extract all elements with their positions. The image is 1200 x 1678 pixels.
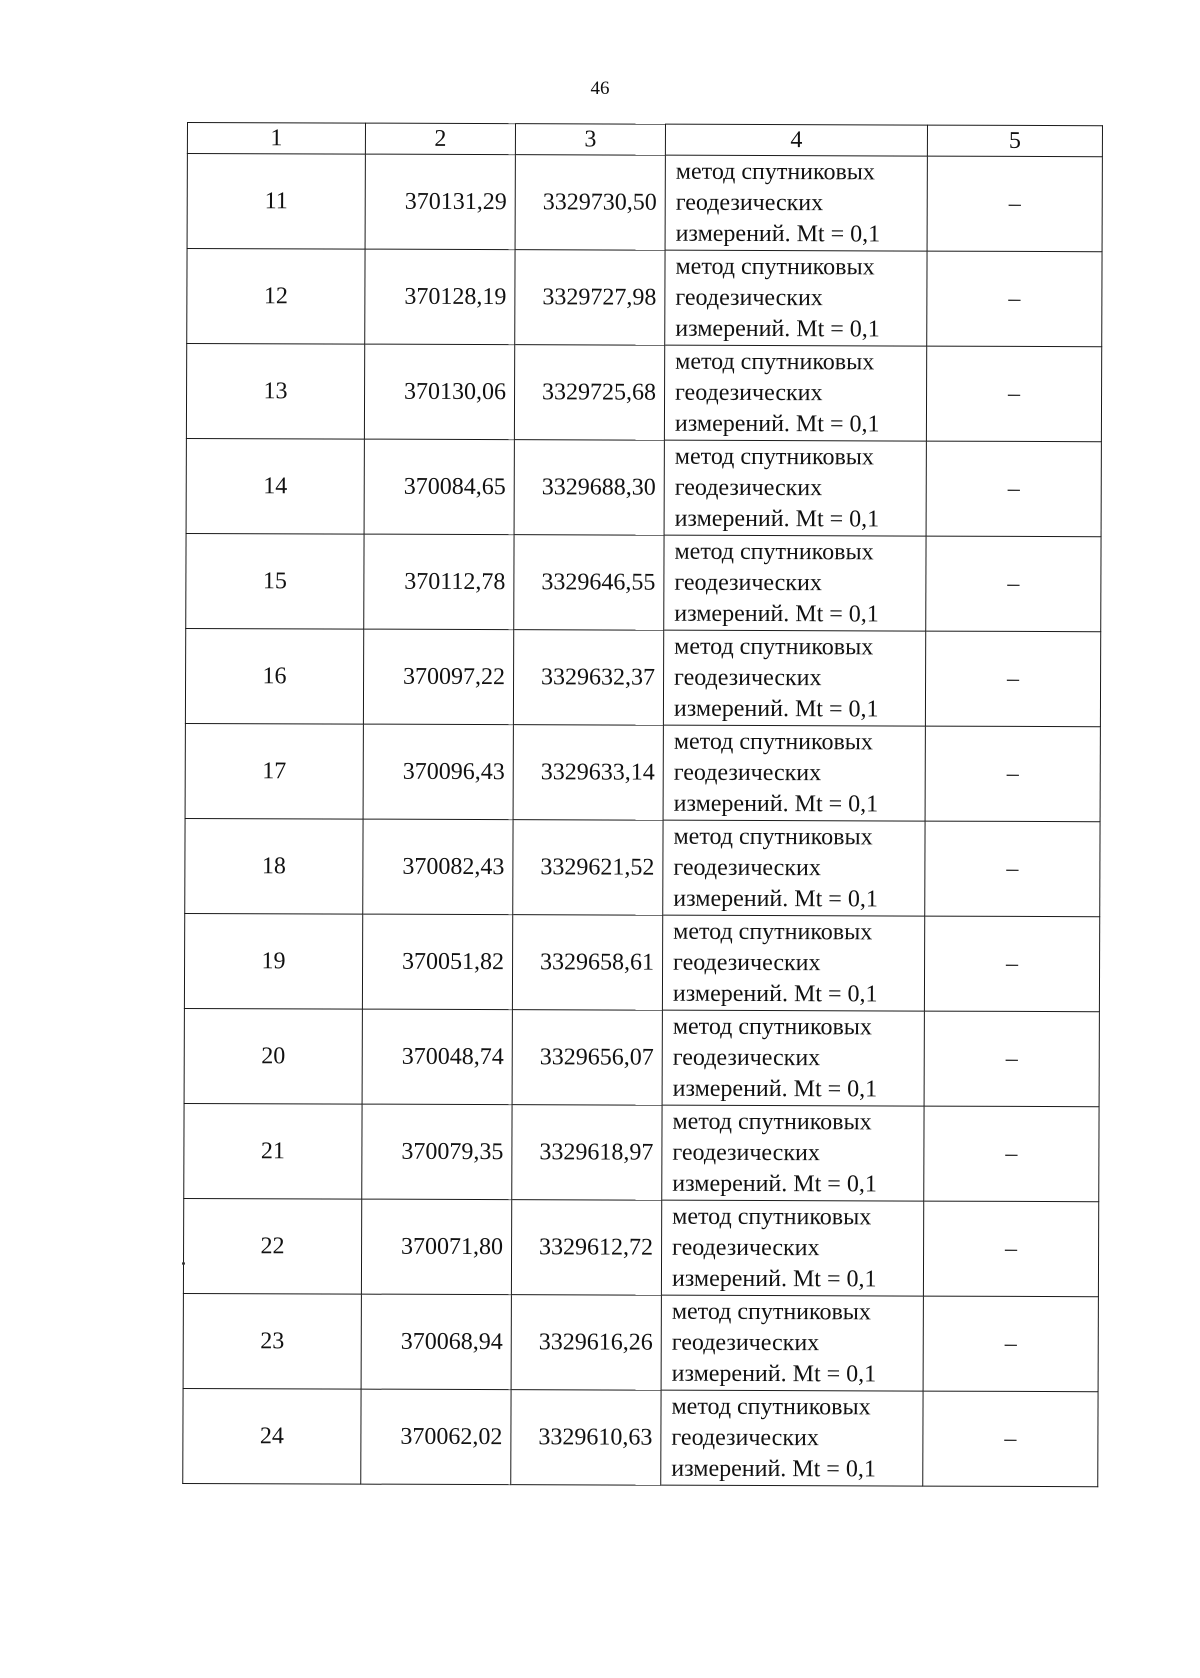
note-cell: – bbox=[925, 631, 1100, 727]
point-number-cell: 16 bbox=[185, 628, 363, 724]
y-coordinate-cell: 3329621,52 bbox=[513, 820, 663, 916]
point-number-cell: 11 bbox=[187, 154, 365, 250]
table-header bbox=[187, 123, 1102, 157]
y-coordinate-cell: 3329633,14 bbox=[513, 725, 663, 821]
x-coordinate-cell: 370128,19 bbox=[365, 249, 515, 345]
y-coordinate-cell: 3329658,61 bbox=[512, 915, 662, 1011]
method-line: метод спутниковых bbox=[672, 1108, 872, 1135]
table-row bbox=[186, 533, 1101, 631]
point-number-cell: 24 bbox=[183, 1388, 361, 1484]
y-coordinate-cell: 3329688,30 bbox=[514, 440, 664, 536]
table-row bbox=[185, 818, 1100, 916]
method-cell bbox=[661, 1390, 923, 1486]
header-cell-1: 1 bbox=[187, 123, 365, 155]
table-row bbox=[185, 628, 1100, 726]
method-line: геодезических bbox=[675, 379, 823, 406]
method-line: метод спутниковых bbox=[674, 633, 874, 660]
header-row bbox=[187, 123, 1102, 157]
method-line: метод спутниковых bbox=[675, 158, 875, 185]
x-coordinate-cell: 370112,78 bbox=[364, 534, 514, 630]
table-body bbox=[183, 154, 1103, 1487]
method-cell bbox=[664, 345, 926, 441]
table-row bbox=[187, 249, 1102, 347]
x-coordinate-cell: 370130,06 bbox=[364, 344, 514, 440]
note-cell: – bbox=[924, 916, 1099, 1012]
method-line: метод спутниковых bbox=[673, 728, 873, 755]
point-number-cell: 20 bbox=[184, 1008, 362, 1104]
note-cell: – bbox=[927, 156, 1102, 252]
method-line: геодезических bbox=[675, 189, 824, 216]
method-line: измерений. Mt = 0,1 bbox=[671, 1455, 876, 1482]
x-coordinate-cell: 370062,02 bbox=[361, 1389, 511, 1485]
method-line: геодезических bbox=[673, 949, 821, 976]
x-coordinate-cell: 370084,65 bbox=[364, 439, 514, 535]
table-row bbox=[184, 1103, 1099, 1201]
note-cell: – bbox=[926, 346, 1101, 442]
method-line: метод спутниковых bbox=[672, 1203, 872, 1230]
method-line: измерений. Mt = 0,1 bbox=[673, 885, 878, 912]
point-number-cell: 13 bbox=[186, 344, 364, 440]
method-line: метод спутниковых bbox=[673, 823, 873, 850]
y-coordinate-cell: 3329727,98 bbox=[515, 250, 665, 346]
point-number-cell: 23 bbox=[183, 1293, 361, 1389]
method-line: измерений. Mt = 0,1 bbox=[675, 220, 881, 247]
point-number-cell: 19 bbox=[184, 913, 362, 1009]
method-line: геодезических bbox=[674, 474, 823, 501]
note-cell: – bbox=[924, 1011, 1099, 1107]
coordinates-table bbox=[182, 122, 1103, 1487]
y-coordinate-cell: 3329610,63 bbox=[511, 1390, 661, 1486]
method-line: геодезических bbox=[671, 1329, 820, 1356]
method-line: метод спутниковых bbox=[673, 918, 873, 945]
table-row bbox=[185, 723, 1100, 821]
x-coordinate-cell: 370051,82 bbox=[362, 914, 512, 1010]
method-cell bbox=[662, 1105, 924, 1201]
x-coordinate-cell: 370071,80 bbox=[361, 1199, 511, 1295]
y-coordinate-cell: 3329618,97 bbox=[512, 1105, 662, 1201]
method-line: геодезических bbox=[673, 854, 821, 881]
method-line: геодезических bbox=[672, 1044, 821, 1071]
y-coordinate-cell: 3329632,37 bbox=[513, 630, 663, 726]
x-coordinate-cell: 370048,74 bbox=[362, 1009, 512, 1105]
point-number-cell: 15 bbox=[186, 533, 364, 629]
y-coordinate-cell: 3329725,68 bbox=[514, 345, 664, 441]
table-row bbox=[186, 344, 1101, 442]
method-line: метод спутниковых bbox=[674, 443, 874, 470]
method-cell bbox=[664, 535, 926, 631]
method-line: геодезических bbox=[674, 569, 822, 596]
note-cell: – bbox=[926, 441, 1101, 537]
table-row bbox=[184, 1008, 1099, 1106]
scan-speck bbox=[182, 1262, 185, 1265]
table-row bbox=[184, 913, 1099, 1011]
method-cell bbox=[665, 250, 927, 346]
method-line: метод спутниковых bbox=[672, 1013, 873, 1040]
point-number-cell: 21 bbox=[184, 1103, 362, 1199]
point-number-cell: 17 bbox=[185, 723, 363, 819]
method-cell bbox=[663, 725, 925, 821]
method-line: геодезических bbox=[673, 759, 822, 786]
method-line: измерений. Mt = 0,1 bbox=[674, 600, 879, 627]
method-line: метод спутниковых bbox=[675, 348, 875, 375]
method-line: геодезических bbox=[672, 1139, 820, 1166]
method-line: метод спутниковых bbox=[675, 253, 875, 280]
note-cell: – bbox=[925, 821, 1100, 917]
point-number-cell: 22 bbox=[183, 1198, 361, 1294]
header-cell-4: 4 bbox=[665, 124, 927, 156]
note-cell: – bbox=[924, 1106, 1099, 1202]
method-line: измерений. Mt = 0,1 bbox=[672, 1075, 878, 1102]
method-line: метод спутниковых bbox=[671, 1298, 872, 1325]
header-cell-5: 5 bbox=[927, 125, 1102, 157]
method-line: измерений. Mt = 0,1 bbox=[674, 505, 880, 532]
method-cell bbox=[664, 440, 926, 536]
x-coordinate-cell: 370079,35 bbox=[362, 1104, 512, 1200]
method-cell bbox=[661, 1200, 923, 1296]
method-line: геодезических bbox=[671, 1424, 819, 1451]
x-coordinate-cell: 370068,94 bbox=[361, 1294, 511, 1390]
table-row bbox=[183, 1293, 1098, 1391]
x-coordinate-cell: 370082,43 bbox=[363, 819, 513, 915]
method-line: геодезических bbox=[674, 664, 822, 691]
method-line: метод спутниковых bbox=[671, 1393, 871, 1420]
point-number-cell: 18 bbox=[185, 818, 363, 914]
x-coordinate-cell: 370096,43 bbox=[363, 724, 513, 820]
x-coordinate-cell: 370097,22 bbox=[363, 629, 513, 725]
method-line: геодезических bbox=[675, 284, 823, 311]
note-cell: – bbox=[927, 251, 1102, 347]
method-cell bbox=[661, 1295, 923, 1391]
method-line: измерений. Mt = 0,1 bbox=[675, 315, 880, 342]
table-row bbox=[187, 154, 1102, 252]
method-cell bbox=[663, 630, 925, 726]
method-cell bbox=[663, 820, 925, 916]
method-line: измерений. Mt = 0,1 bbox=[673, 695, 879, 722]
y-coordinate-cell: 3329646,55 bbox=[514, 535, 664, 631]
method-line: метод спутниковых bbox=[674, 538, 874, 565]
page-number: 46 bbox=[590, 78, 610, 99]
note-cell: – bbox=[925, 726, 1100, 822]
method-cell bbox=[665, 155, 927, 251]
x-coordinate-cell: 370131,29 bbox=[365, 154, 515, 250]
note-cell: – bbox=[926, 536, 1101, 632]
method-line: измерений. Mt = 0,1 bbox=[672, 980, 878, 1007]
method-cell bbox=[662, 1010, 924, 1106]
method-line: геодезических bbox=[672, 1234, 820, 1261]
table-row bbox=[186, 438, 1101, 536]
note-cell: – bbox=[923, 1201, 1098, 1297]
header-cell-3: 3 bbox=[515, 124, 665, 156]
note-cell: – bbox=[923, 1296, 1098, 1392]
y-coordinate-cell: 3329656,07 bbox=[512, 1010, 662, 1106]
method-line: измерений. Mt = 0,1 bbox=[671, 1360, 877, 1387]
method-cell bbox=[662, 915, 924, 1011]
method-line: измерений. Mt = 0,1 bbox=[674, 410, 880, 437]
method-line: измерений. Mt = 0,1 bbox=[673, 790, 879, 817]
y-coordinate-cell: 3329616,26 bbox=[511, 1295, 661, 1391]
table-row bbox=[183, 1198, 1098, 1296]
method-line: измерений. Mt = 0,1 bbox=[671, 1265, 877, 1292]
point-number-cell: 14 bbox=[186, 438, 364, 534]
y-coordinate-cell: 3329730,50 bbox=[515, 155, 665, 251]
point-number-cell: 12 bbox=[187, 249, 365, 345]
header-cell-2: 2 bbox=[365, 123, 515, 155]
table-row bbox=[183, 1388, 1098, 1486]
note-cell: – bbox=[923, 1391, 1098, 1487]
y-coordinate-cell: 3329612,72 bbox=[511, 1200, 661, 1296]
method-line: измерений. Mt = 0,1 bbox=[672, 1170, 877, 1197]
